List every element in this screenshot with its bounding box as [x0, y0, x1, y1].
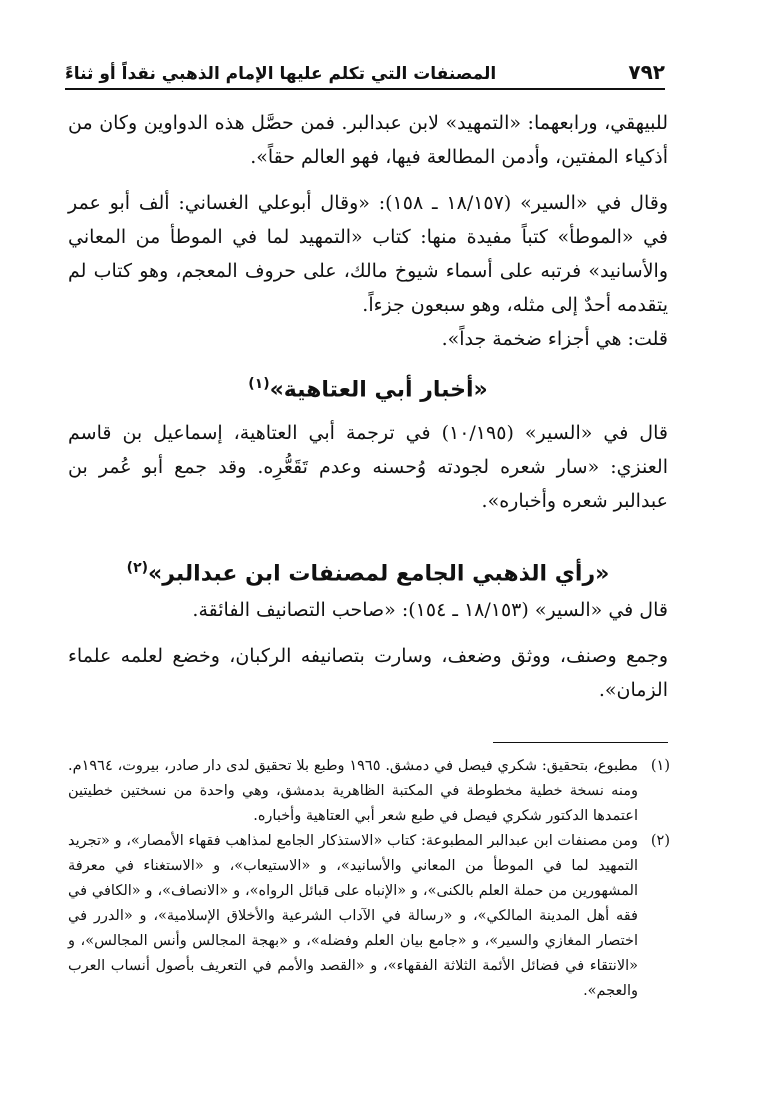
- section-heading: [68, 376, 668, 402]
- footnote-reference: (١): [248, 376, 270, 392]
- paragraph: قلت: هي أجزاء ضخمة جداً».: [441, 328, 668, 350]
- paragraph: وجمع وصنف، ووثق وضعف، وسارت بتصانيفه الركبان، وخضع لعلمه علماء الزمان».: [68, 644, 668, 701]
- footnotes: [68, 754, 670, 1004]
- main-text: [68, 106, 668, 707]
- section-heading: [68, 560, 668, 586]
- footnote-reference: (٢): [126, 560, 149, 577]
- paragraph: للبيهقي، ورابعهما: «التمهيد» لابن عبدالبر. فمن حصَّل هذه الدواوين وكان من أذكياء المفتين، وأدمن المطالعة فيها، فهو العالم حقاً».: [68, 112, 668, 168]
- footnote-separator: [493, 742, 668, 743]
- footnote-number: (١): [650, 758, 670, 774]
- section-heading-text: «رأي الذهبي الجامع لمصنفات ابن عبدالبر»: [148, 561, 610, 587]
- running-header: [65, 50, 665, 90]
- footnote: [68, 754, 670, 829]
- paragraph: قال في «السير» (١٠/١٩٥) في ترجمة أبي العتاهية، إسماعيل بن قاسم العنزي: «سار شعره لجودته وُحسنه وعدم تَقَعُّرِه. وقد جمع أبو عُمر بن عبدالبر شعره وأخباره».: [68, 422, 668, 513]
- footnote: [68, 829, 670, 1004]
- footnote-text: ومن مصنفات ابن عبدالبر المطبوعة: كتاب «الاستذكار الجامع لمذاهب فقهاء الأمصار»، و «تجريد التمهيد لما في الموطأ من المعاني والأسانيد»، و «الاستيعاب»، و «الاستغناء في معرفة المشهورين من حملة العلم بالكنى»، و «الإنباه على قبائل الرواه»، و «الانصاف»، و «الكافي في فقه أهل المدينة المالكي»، و «رسالة في الآداب الشرعية والأخلاق الإسلامية»، و «الدرر في اختصار المغازي والسير»، و «جامع بيان العلم وفضله»، و «بهجة المجالس وأنس المجالس»، و «الانتقاء في فضائل الأئمة الثلاثة الفقهاء»، و «القصد والأمم في التعريف بأصول أنساب العرب والعجم».: [68, 833, 638, 999]
- paragraph: وقال في «السير» (١٨/١٥٧ ـ ١٥٨): «وقال أبوعلي الغساني: ألف أبو عمر في «الموطأ» كتباً مفيدة منها: كتاب «التمهيد لما في الموطأ من المعاني والأسانيد» فرتبه على أسماء شيوخ مالك، على حروف المعجم، وهو كتاب لم يتقدمه أحدٌ إلى مثله، وهو سبعون جزءاً.: [68, 192, 668, 316]
- footnote-text: مطبوع، بتحقيق: شكري فيصل في دمشق. ١٩٦٥ وطبع بلا تحقيق لدى دار صادر، بيروت، ١٩٦٤م. ومنه نسخة خطية مخطوطة في المكتبة الظاهرية بدمشق، وهي واحدة من نسختين خطيتين اعتمدها الدكتور شكري فيصل في طبع شعر أبي العتاهية وأخباره.: [68, 758, 638, 824]
- section-heading-text: «أخبار أبي العتاهية»: [269, 377, 488, 403]
- page-number: ٧٩٢: [628, 60, 665, 84]
- paragraph: قال في «السير» (١٨/١٥٣ ـ ١٥٤): «صاحب التصانيف الفائقة.: [192, 598, 668, 621]
- running-title: المصنفات التي تكلم عليها الإمام الذهبي نقداً أو ثناءً: [65, 64, 497, 84]
- footnote-number: (٢): [650, 833, 670, 849]
